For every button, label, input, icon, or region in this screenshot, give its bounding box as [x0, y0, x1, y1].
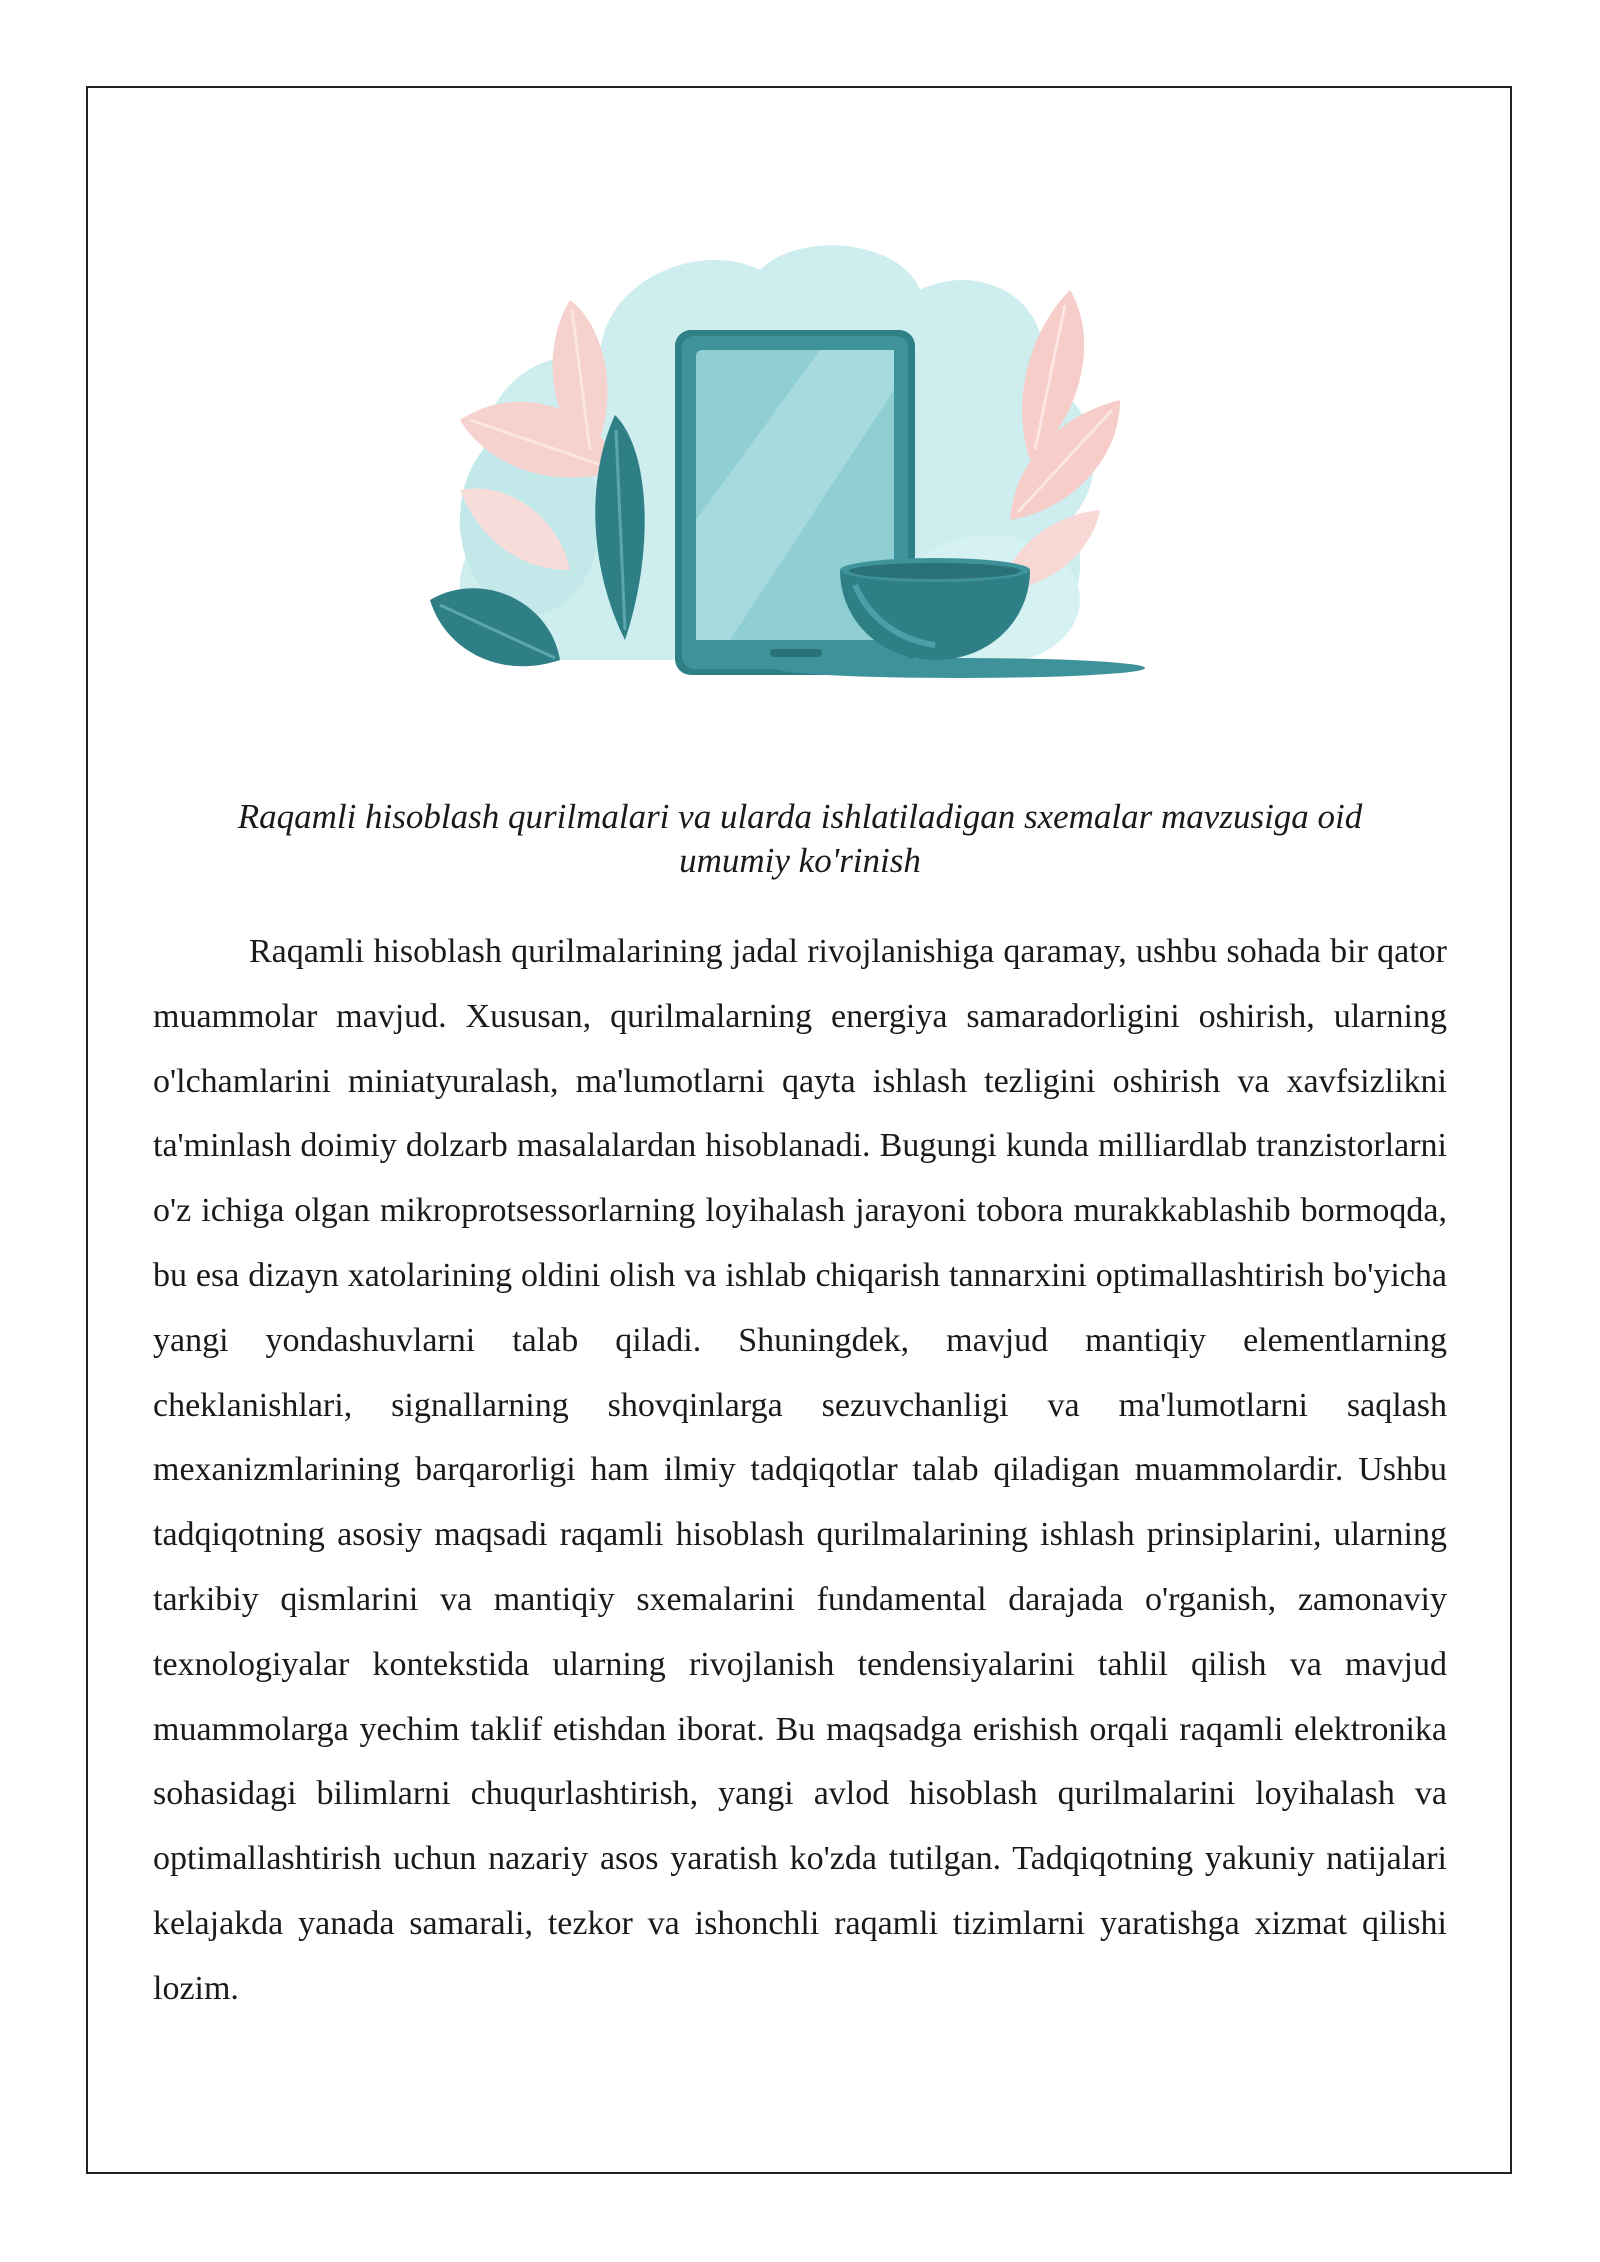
body-paragraph: Raqamli hisoblash qurilmalarining jadal rivojlanishiga qaramay, ushbu sohada bir qator muammolar mavjud. Xususan, qurilmalarning energiya samaradorligini oshirish, ularning o'lchamlarini miniatyuralash, ma'lumotlarni qayta ishlash tezligini oshirish va xavfsizlikni ta'minlash doimiy dolzarb masalalardan hisoblanadi. Bugungi kunda milliardlab tranzistorlarni o'z ichiga olgan mikroprotsessorlarning loyihalash jarayoni tobora murakkablashib bormoqda, bu esa dizayn xatolarining oldini olish va ishlab chiqarish tannarxini optimallashtirish bo'yicha yangi yondashuvlarni talab qiladi. Shuningdek, mavjud mantiqiy elementlarning cheklanishlari, signallarning shovqinlarga sezuvchanligi va ma'lumotlarni saqlash mexanizmlarining barqarorligi ham ilmiy tadqiqotlar talab qiladigan muammolardir. Ushbu tadqiqotning asosiy maqsadi raqamli hisoblash qurilmalarining ishlash prinsiplarini, ularning tarkibiy qismlarini va mantiqiy sxemalarini fundamental darajada o'rganish, zamonaviy texnologiyalar kontekstida ularning rivojlanish tendensiyalarini tahlil qilish va mavjud muammolarga yechim taklif etishdan iborat. Bu maqsadga erishish orqali raqamli elektronika sohasidagi bilimlarni chuqurlashtirish, yangi avlod hisoblash qurilmalarini loyihalash va optimallashtirish uchun nazariy asos yaratish ko'zda tutilgan. Tadqiqotning yakuniy natijalari kelajakda yanada samarali, tezkor va ishonchli raqamli tizimlarni yaratishga xizmat qilishi lozim.	[153, 933, 1447, 2007]
caption-line-1: Raqamli hisoblash qurilmalari va ularda ishlatiladigan sxemalar mavzusiga oid	[237, 797, 1363, 836]
illustration-tablet-with-bowl	[400, 220, 1200, 740]
caption-line-2: umumiy ko'rinish	[679, 841, 921, 880]
figure-caption	[150, 795, 1450, 883]
